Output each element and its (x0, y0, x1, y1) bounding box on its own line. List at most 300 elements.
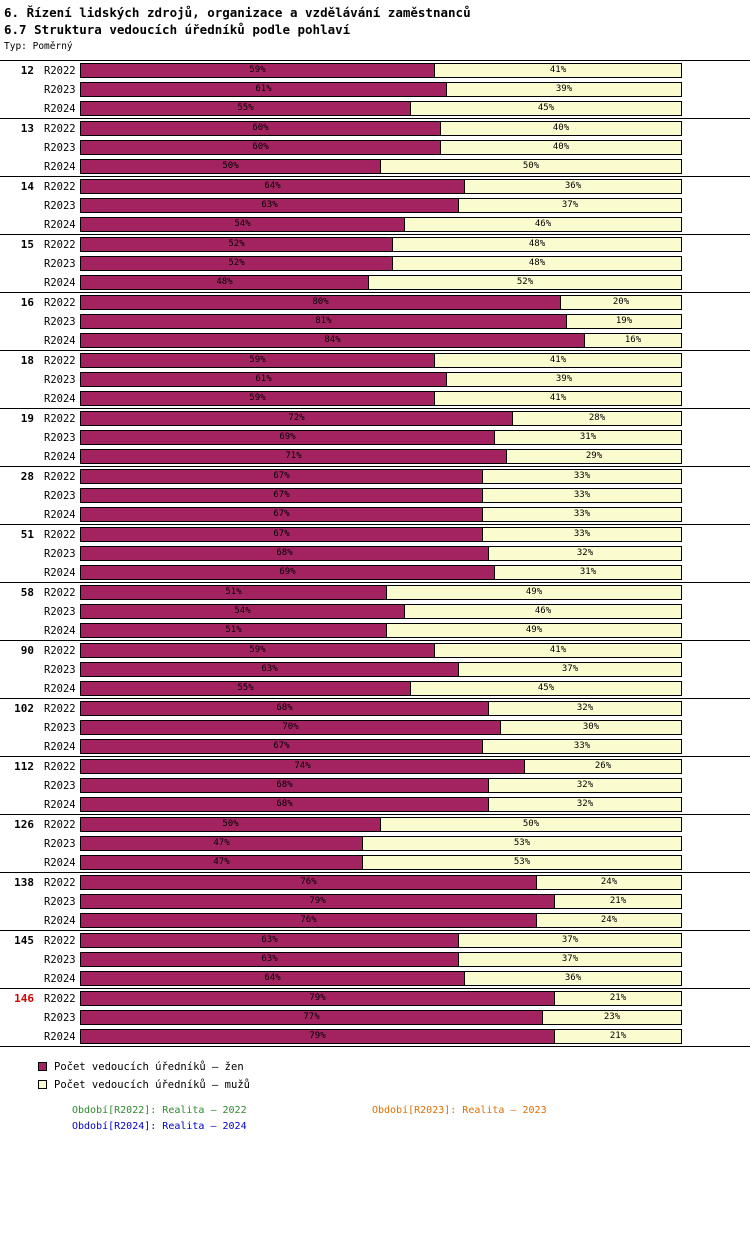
bar-segment-women: 60% (81, 122, 441, 135)
bar-segment-men: 53% (363, 856, 681, 869)
group-id-label: 58 (20, 586, 34, 599)
chart-row (0, 641, 750, 660)
stacked-bar (80, 933, 682, 948)
chart-row (0, 1027, 750, 1046)
bar-segment-women: 63% (81, 199, 459, 212)
chart-row (0, 853, 750, 872)
chart-row (0, 583, 750, 602)
bar-segment-women: 47% (81, 856, 363, 869)
stacked-bar (80, 353, 682, 368)
row-period-label: R2022 (44, 412, 76, 425)
bar-segment-women: 70% (81, 721, 501, 734)
row-period-label: R2024 (44, 972, 76, 985)
chart-row (0, 273, 750, 292)
chart-row (0, 428, 750, 447)
row-period-label: R2023 (44, 315, 76, 328)
bar-segment-men: 52% (369, 276, 681, 289)
stacked-bar (80, 179, 682, 194)
row-period-label: R2024 (44, 508, 76, 521)
stacked-bar (80, 855, 682, 870)
chart-row (0, 447, 750, 466)
bar-segment-men: 41% (435, 354, 681, 367)
period-legend (0, 1102, 750, 1134)
bar-segment-men: 23% (543, 1011, 681, 1024)
stacked-bar (80, 372, 682, 387)
bar-segment-women: 77% (81, 1011, 543, 1024)
row-period-label: R2024 (44, 392, 76, 405)
group-id-label: 146 (14, 992, 34, 1005)
bar-segment-women: 54% (81, 605, 405, 618)
chart-group (0, 814, 750, 872)
chart-row (0, 737, 750, 756)
stacked-bar (80, 198, 682, 213)
stacked-bar (80, 527, 682, 542)
stacked-bar (80, 759, 682, 774)
chart-bottom-rule (0, 1046, 750, 1047)
bar-segment-men: 45% (411, 682, 681, 695)
row-period-label: R2024 (44, 682, 76, 695)
bar-segment-men: 37% (459, 199, 681, 212)
period-row-2 (72, 1118, 750, 1134)
row-period-label: R2024 (44, 624, 76, 637)
stacked-bar (80, 469, 682, 484)
chart-group (0, 176, 750, 234)
row-period-label: R2022 (44, 586, 76, 599)
bar-segment-women: 48% (81, 276, 369, 289)
group-id-label: 15 (20, 238, 34, 251)
bar-segment-women: 51% (81, 586, 387, 599)
legend-label-women: Počet vedoucích úředníků – žen (54, 1060, 244, 1073)
bar-segment-men: 33% (483, 470, 681, 483)
stacked-bar (80, 411, 682, 426)
chart-row (0, 776, 750, 795)
row-period-label: R2024 (44, 218, 76, 231)
chart-row (0, 757, 750, 776)
bar-segment-men: 21% (555, 1030, 681, 1043)
bar-segment-men: 32% (489, 798, 681, 811)
stacked-bar (80, 623, 682, 638)
chart-row (0, 196, 750, 215)
chart-row (0, 467, 750, 486)
stacked-bar (80, 507, 682, 522)
row-period-label: R2022 (44, 296, 76, 309)
chart-row (0, 950, 750, 969)
bar-segment-women: 64% (81, 972, 465, 985)
chart-row (0, 699, 750, 718)
bar-segment-women: 64% (81, 180, 465, 193)
stacked-bar (80, 585, 682, 600)
bar-segment-men: 50% (381, 160, 681, 173)
bar-segment-women: 81% (81, 315, 567, 328)
row-period-label: R2022 (44, 180, 76, 193)
chart-row (0, 505, 750, 524)
row-period-label: R2022 (44, 760, 76, 773)
chart-row (0, 969, 750, 988)
bar-segment-women: 52% (81, 257, 393, 270)
bar-segment-women: 54% (81, 218, 405, 231)
stacked-bar (80, 333, 682, 348)
bar-segment-women: 67% (81, 489, 483, 502)
row-period-label: R2023 (44, 83, 76, 96)
row-period-label: R2022 (44, 818, 76, 831)
chart-row (0, 312, 750, 331)
bar-segment-men: 48% (393, 257, 681, 270)
period-2024: Období[R2024]: Realita – 2024 (72, 1120, 247, 1132)
bar-segment-women: 67% (81, 470, 483, 483)
row-period-label: R2022 (44, 934, 76, 947)
row-period-label: R2023 (44, 837, 76, 850)
stacked-bar (80, 662, 682, 677)
page-subtitle: 6.7 Struktura vedoucích úředníků podle pohlaví (4, 22, 351, 37)
bar-segment-women: 59% (81, 354, 435, 367)
legend-label-men: Počet vedoucích úředníků – mužů (54, 1078, 250, 1091)
stacked-bar (80, 217, 682, 232)
row-period-label: R2022 (44, 876, 76, 889)
row-period-label: R2024 (44, 102, 76, 115)
chart-row (0, 351, 750, 370)
bar-segment-men: 33% (483, 508, 681, 521)
group-id-label: 14 (20, 180, 34, 193)
chart-row (0, 409, 750, 428)
row-period-label: R2022 (44, 64, 76, 77)
group-id-label: 90 (20, 644, 34, 657)
chart-row (0, 293, 750, 312)
chart-group (0, 524, 750, 582)
row-period-label: R2024 (44, 1030, 76, 1043)
chart-group (0, 234, 750, 292)
group-id-label: 51 (20, 528, 34, 541)
stacked-bar (80, 720, 682, 735)
bar-segment-women: 61% (81, 83, 447, 96)
row-period-label: R2023 (44, 547, 76, 560)
chart-row (0, 602, 750, 621)
bar-segment-men: 33% (483, 528, 681, 541)
chart-row (0, 486, 750, 505)
chart-group (0, 756, 750, 814)
stacked-bar (80, 797, 682, 812)
chart-header (0, 0, 750, 54)
chart-row (0, 834, 750, 853)
group-id-label: 13 (20, 122, 34, 135)
row-period-label: R2024 (44, 450, 76, 463)
bar-segment-men: 21% (555, 992, 681, 1005)
chart-row (0, 525, 750, 544)
row-period-label: R2023 (44, 663, 76, 676)
bar-segment-women: 55% (81, 682, 411, 695)
group-id-label: 12 (20, 64, 34, 77)
stacked-bar (80, 952, 682, 967)
bar-segment-women: 68% (81, 779, 489, 792)
bar-segment-women: 68% (81, 798, 489, 811)
legend-item-men (38, 1077, 750, 1092)
chart-group (0, 408, 750, 466)
bar-segment-men: 37% (459, 934, 681, 947)
chart-row (0, 563, 750, 582)
stacked-bar (80, 237, 682, 252)
chart-row (0, 177, 750, 196)
chart-row (0, 621, 750, 640)
group-id-label: 19 (20, 412, 34, 425)
stacked-bar (80, 778, 682, 793)
chart-row (0, 892, 750, 911)
chart-group (0, 930, 750, 988)
bar-segment-men: 50% (381, 818, 681, 831)
bar-segment-men: 32% (489, 779, 681, 792)
bar-segment-women: 69% (81, 566, 495, 579)
stacked-bar (80, 991, 682, 1006)
row-period-label: R2024 (44, 334, 76, 347)
chart-row (0, 795, 750, 814)
bar-segment-men: 53% (363, 837, 681, 850)
chart-row (0, 235, 750, 254)
bar-segment-women: 71% (81, 450, 507, 463)
bar-segment-men: 19% (567, 315, 681, 328)
stacked-bar (80, 63, 682, 78)
bar-segment-men: 41% (435, 392, 681, 405)
chart-group (0, 582, 750, 640)
row-period-label: R2024 (44, 276, 76, 289)
chart-row (0, 254, 750, 273)
bar-segment-men: 41% (435, 644, 681, 657)
chart-row (0, 1008, 750, 1027)
stacked-bar (80, 546, 682, 561)
row-period-label: R2023 (44, 953, 76, 966)
stacked-bar (80, 391, 682, 406)
row-period-label: R2022 (44, 992, 76, 1005)
chart-row (0, 931, 750, 950)
chart-group (0, 988, 750, 1046)
bar-segment-women: 59% (81, 392, 435, 405)
chart-row (0, 660, 750, 679)
stacked-bar (80, 913, 682, 928)
bar-segment-women: 47% (81, 837, 363, 850)
bar-segment-women: 63% (81, 953, 459, 966)
chart-row (0, 370, 750, 389)
bar-segment-men: 28% (513, 412, 681, 425)
bar-segment-women: 59% (81, 64, 435, 77)
chart-row (0, 873, 750, 892)
bar-segment-women: 63% (81, 934, 459, 947)
chart-group (0, 350, 750, 408)
bar-segment-women: 67% (81, 740, 483, 753)
stacked-bar (80, 817, 682, 832)
bar-segment-men: 32% (489, 702, 681, 715)
bar-segment-men: 36% (465, 180, 681, 193)
bar-segment-men: 49% (387, 624, 681, 637)
bar-segment-women: 55% (81, 102, 411, 115)
chart-group (0, 872, 750, 930)
bar-segment-men: 37% (459, 953, 681, 966)
row-period-label: R2023 (44, 489, 76, 502)
chart-row (0, 718, 750, 737)
stacked-bar (80, 101, 682, 116)
bar-segment-men: 24% (537, 914, 681, 927)
row-period-label: R2023 (44, 895, 76, 908)
chart-row (0, 99, 750, 118)
page-title: 6. Řízení lidských zdrojů, organizace a vzdělávání zaměstnanců (4, 5, 471, 20)
stacked-bar (80, 971, 682, 986)
stacked-bar (80, 314, 682, 329)
bar-segment-women: 51% (81, 624, 387, 637)
chart-group (0, 292, 750, 350)
row-period-label: R2022 (44, 470, 76, 483)
group-id-label: 28 (20, 470, 34, 483)
bar-segment-men: 46% (405, 218, 681, 231)
row-period-label: R2024 (44, 160, 76, 173)
stacked-bar (80, 449, 682, 464)
stacked-bar (80, 1010, 682, 1025)
bar-segment-women: 79% (81, 1030, 555, 1043)
stacked-bar (80, 565, 682, 580)
bar-segment-men: 20% (561, 296, 681, 309)
row-period-label: R2022 (44, 238, 76, 251)
stacked-bar (80, 894, 682, 909)
bar-segment-women: 76% (81, 876, 537, 889)
bar-segment-women: 74% (81, 760, 525, 773)
bar-segment-men: 37% (459, 663, 681, 676)
row-period-label: R2024 (44, 798, 76, 811)
bar-segment-men: 40% (441, 141, 681, 154)
stacked-bar (80, 739, 682, 754)
legend-swatch-women-icon (38, 1062, 47, 1071)
bar-segment-women: 59% (81, 644, 435, 657)
bar-segment-women: 52% (81, 238, 393, 251)
bar-segment-men: 21% (555, 895, 681, 908)
stacked-bar (80, 488, 682, 503)
row-period-label: R2023 (44, 431, 76, 444)
bar-segment-men: 39% (447, 373, 681, 386)
legend-item-women (38, 1059, 750, 1074)
row-period-label: R2022 (44, 122, 76, 135)
stacked-bar (80, 275, 682, 290)
chart-row (0, 157, 750, 176)
stacked-bar (80, 159, 682, 174)
bar-segment-men: 48% (393, 238, 681, 251)
period-row-1 (72, 1102, 750, 1118)
group-id-label: 102 (14, 702, 34, 715)
stacked-bar (80, 836, 682, 851)
row-period-label: R2022 (44, 354, 76, 367)
chart-group (0, 118, 750, 176)
chart-row (0, 331, 750, 350)
stacked-bar (80, 121, 682, 136)
row-period-label: R2022 (44, 702, 76, 715)
bar-segment-women: 79% (81, 895, 555, 908)
bar-segment-men: 36% (465, 972, 681, 985)
chart-row (0, 80, 750, 99)
chart-group (0, 466, 750, 524)
row-period-label: R2023 (44, 721, 76, 734)
chart-row (0, 544, 750, 563)
bar-segment-men: 32% (489, 547, 681, 560)
bar-segment-women: 72% (81, 412, 513, 425)
row-period-label: R2023 (44, 373, 76, 386)
chart-plot-area (0, 60, 750, 1047)
group-id-label: 16 (20, 296, 34, 309)
chart-row (0, 138, 750, 157)
bar-segment-men: 31% (495, 566, 681, 579)
stacked-bar (80, 256, 682, 271)
stacked-bar (80, 643, 682, 658)
row-period-label: R2023 (44, 199, 76, 212)
bar-segment-women: 79% (81, 992, 555, 1005)
row-period-label: R2023 (44, 779, 76, 792)
stacked-bar (80, 875, 682, 890)
bar-segment-women: 67% (81, 528, 483, 541)
bar-segment-women: 68% (81, 547, 489, 560)
chart-row (0, 215, 750, 234)
bar-segment-men: 31% (495, 431, 681, 444)
stacked-bar (80, 604, 682, 619)
bar-segment-men: 41% (435, 64, 681, 77)
bar-segment-men: 30% (501, 721, 681, 734)
bar-segment-women: 63% (81, 663, 459, 676)
bar-segment-men: 45% (411, 102, 681, 115)
chart-group (0, 698, 750, 756)
bar-segment-men: 24% (537, 876, 681, 889)
chart-row (0, 815, 750, 834)
row-period-label: R2024 (44, 856, 76, 869)
period-2023: Období[R2023]: Realita – 2023 (372, 1104, 547, 1116)
stacked-bar (80, 701, 682, 716)
bar-segment-women: 50% (81, 160, 381, 173)
chart-row (0, 119, 750, 138)
row-period-label: R2024 (44, 740, 76, 753)
chart-row (0, 989, 750, 1008)
group-id-label: 18 (20, 354, 34, 367)
bar-segment-women: 69% (81, 431, 495, 444)
group-id-label: 145 (14, 934, 34, 947)
row-period-label: R2023 (44, 257, 76, 270)
stacked-bar (80, 295, 682, 310)
row-period-label: R2022 (44, 644, 76, 657)
row-period-label: R2024 (44, 566, 76, 579)
stacked-bar (80, 681, 682, 696)
bar-segment-women: 61% (81, 373, 447, 386)
row-period-label: R2023 (44, 141, 76, 154)
chart-group (0, 640, 750, 698)
stacked-bar (80, 1029, 682, 1044)
bar-segment-men: 29% (507, 450, 681, 463)
period-2022: Období[R2022]: Realita – 2022 (72, 1104, 247, 1116)
bar-segment-women: 80% (81, 296, 561, 309)
chart-row (0, 61, 750, 80)
bar-segment-women: 67% (81, 508, 483, 521)
row-period-label: R2024 (44, 914, 76, 927)
chart-row (0, 911, 750, 930)
bar-segment-men: 40% (441, 122, 681, 135)
bar-segment-men: 46% (405, 605, 681, 618)
bar-segment-men: 16% (585, 334, 681, 347)
row-period-label: R2022 (44, 528, 76, 541)
bar-segment-men: 39% (447, 83, 681, 96)
stacked-bar (80, 430, 682, 445)
row-period-label: R2023 (44, 1011, 76, 1024)
chart-type-label: Typ: Poměrný (4, 41, 73, 52)
bar-segment-men: 33% (483, 489, 681, 502)
chart-group (0, 60, 750, 118)
group-id-label: 112 (14, 760, 34, 773)
bar-segment-men: 49% (387, 586, 681, 599)
chart-row (0, 679, 750, 698)
legend-swatch-men-icon (38, 1080, 47, 1089)
bar-segment-women: 84% (81, 334, 585, 347)
group-id-label: 126 (14, 818, 34, 831)
bar-segment-women: 68% (81, 702, 489, 715)
bar-segment-men: 33% (483, 740, 681, 753)
bar-segment-women: 50% (81, 818, 381, 831)
chart-legend (0, 1059, 750, 1092)
